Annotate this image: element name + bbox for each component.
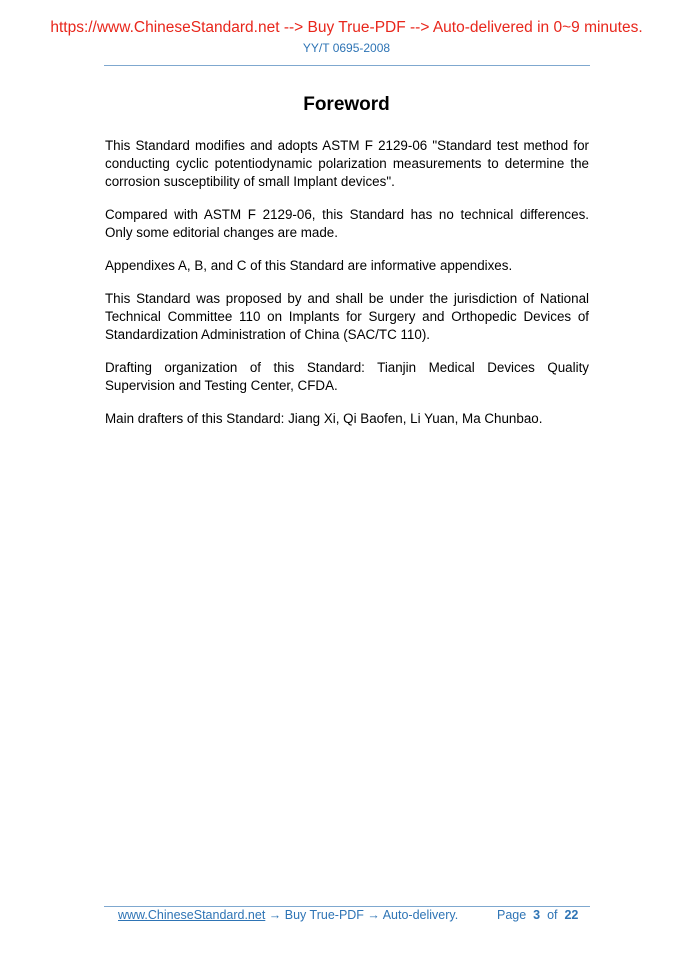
footer-divider <box>104 906 590 907</box>
page-indicator <box>497 908 578 922</box>
paragraph-drafters: Main drafters of this Standard: Jiang Xi, Qi Baofen, Li Yuan, Ma Chunbao. <box>105 411 543 426</box>
page-total: 22 <box>564 908 579 922</box>
header-banner-link[interactable]: https://www.ChineseStandard.net --> Buy True-PDF --> Auto-delivered in 0~9 minutes. <box>50 19 643 36</box>
document-code: YY/T 0695-2008 <box>302 41 391 55</box>
header-divider <box>104 65 590 66</box>
page-footer <box>118 908 588 922</box>
footer-site-link[interactable]: www.ChineseStandard.net <box>118 908 266 922</box>
page-title: Foreword <box>303 94 390 115</box>
paragraph-adoption: This Standard modifies and adopts ASTM F 2129-06 "Standard test method for conducting cyclic potentiodynamic polarization measurements to determine the corrosion susceptibility of small Implant devices". <box>105 138 589 189</box>
foreword-body <box>105 137 589 443</box>
page-current: 3 <box>533 908 541 922</box>
footer-tagline: → Buy True-PDF → Auto-delivery. <box>265 908 459 922</box>
page-label: Page <box>497 908 527 922</box>
paragraph-jurisdiction: This Standard was proposed by and shall be under the jurisdiction of National Technical Committee 110 on Implants for Surgery and Orthopedic Devices of Standardization Administration of China (SAC/TC 110). <box>105 291 589 342</box>
paragraph-drafting-organization: Drafting organization of this Standard: Tianjin Medical Devices Quality Supervision and Testing Center, CFDA. <box>105 360 589 393</box>
paragraph-differences: Compared with ASTM F 2129-06, this Standard has no technical differences. Only some editorial changes are made. <box>105 207 589 240</box>
page-of-label: of <box>547 908 558 922</box>
paragraph-appendixes: Appendixes A, B, and C of this Standard are informative appendixes. <box>105 258 513 273</box>
